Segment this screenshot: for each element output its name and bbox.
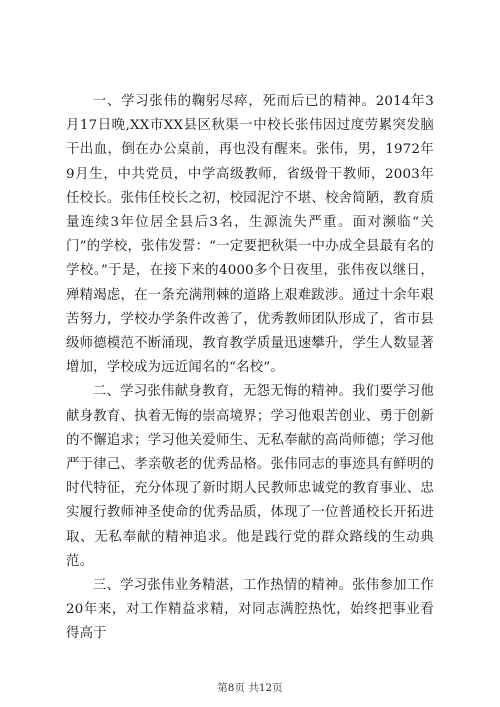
paragraph-1: 一、学习张伟的鞠躬尽瘁，死而后已的精神。2014年3月17日晚,XX市XX县区秋渠一中校长张伟因过度劳累突发脑干出血，倒在办公桌前，再也没有醒来。张伟，男，1972年9月生，中共党员，中学高级教师，省级骨干教师，2003年任校长。张伟任校长之初，校园泥泞不堪、校舍简陋，教育质量连续3年位居全县后3名，生源流失严重。面对濒临“关门”的学校，张伟发誓：“一定要把秋渠一中办成全县最有名的学校。”于是，在接下来的4000多个日夜里，张伟夜以继日，殚精竭虑，在一条充满荆棘的道路上艰难跋涉。通过十余年艰苦努力，学校办学条件改善了，优秀教师团队形成了，省市县级师德模范不断涌现，教育教学质量迅速攀升，学生人数显著增加，学校成为远近闻名的“名校”。 <box>66 94 434 376</box>
document-body <box>66 90 434 647</box>
paragraph-3: 三、学习张伟业务精湛，工作热情的精神。张伟参加工作20年来，对工作精益求精，对同志满腔热忱，始终把事业看得高于 <box>66 578 434 642</box>
paragraph-2: 二、学习张伟献身教育，无怨无悔的精神。我们要学习他献身教育、执着无悔的崇高境界；学习他艰苦创业、勇于创新的不懈追求；学习他关爱师生、无私奉献的高尚师德；学习他严于律己、孝亲敬老的优秀品格。张伟同志的事迹具有鲜明的时代特征，充分体现了新时期人民教师忠诚党的教育事业、忠实履行教师神圣使命的优秀品质，体现了一位普通校长开拓进取、无私奉献的精神追求。他是践行党的群众路线的生动典范。 <box>66 384 434 569</box>
page-footer: 第8页 共12页 <box>217 682 283 694</box>
